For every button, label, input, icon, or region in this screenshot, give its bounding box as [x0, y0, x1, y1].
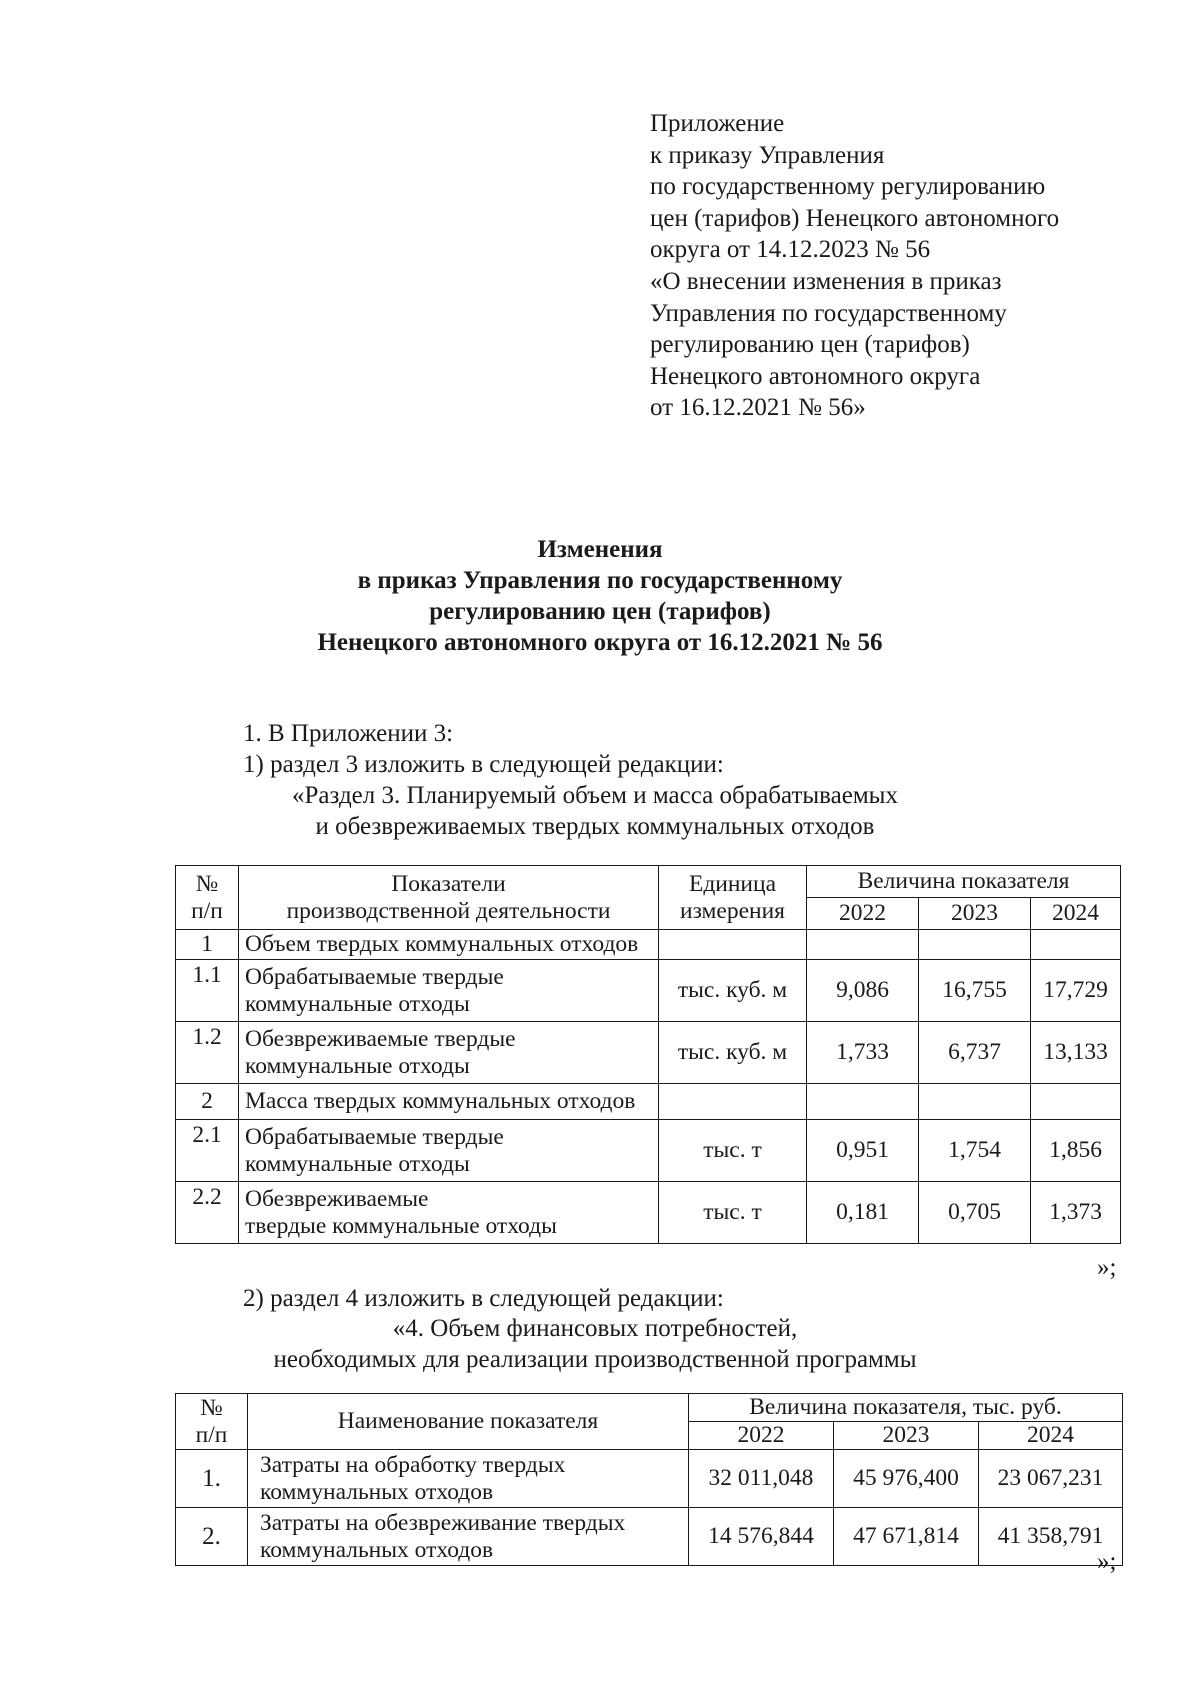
- header-name: Наименование показателя: [248, 1394, 689, 1450]
- appendix-line: Приложение: [650, 110, 785, 137]
- caption-line: «Раздел 3. Планируемый объем и масса обрабатываемых: [292, 782, 898, 809]
- section4-table: [175, 1393, 1123, 1566]
- appendix-line: Ненецкого автономного округа: [650, 362, 981, 390]
- header-value-group: Величина показателя: [807, 866, 1121, 898]
- document-title: [0, 534, 1200, 658]
- row-name: Затраты на обработку твердых коммунальных отходов: [248, 1450, 689, 1508]
- header-year: 2022: [807, 898, 919, 930]
- caption-line: и обезвреживаемых твердых коммунальных отходов: [315, 813, 875, 840]
- table-row: 1. Затраты на обработку твердых коммунальных отходов 32 011,048 45 976,400 23 067,231: [176, 1450, 1123, 1508]
- title-line: в приказ Управления по государственному: [357, 567, 843, 594]
- table-row: 1.1 Обрабатываемые твердые коммунальные отходы тыс. куб. м 9,086 16,755 17,729: [176, 960, 1121, 1022]
- header-year: 2024: [1031, 898, 1121, 930]
- paragraph-3: 2) раздел 4 изложить в следующей редакции:: [243, 1285, 724, 1312]
- header-value-group: Величина показателя, тыс. руб.: [689, 1394, 1123, 1422]
- appendix-line: регулированию цен (тарифов): [650, 331, 970, 359]
- appendix-line: «О внесении изменения в приказ: [650, 267, 1002, 295]
- row-name: Обрабатываемые твердые коммунальные отходы: [239, 960, 659, 1022]
- header-year: 2023: [834, 1422, 979, 1450]
- appendix-line: округа от 14.12.2023 № 56: [650, 236, 931, 264]
- title-line: Изменения: [537, 536, 663, 563]
- title-line: Ненецкого автономного округа от 16.12.2021 № 56: [317, 629, 883, 656]
- title-line: регулированию цен (тарифов): [429, 598, 771, 625]
- row-name: Обезвреживаемые твердые коммунальные отходы: [239, 1022, 659, 1084]
- table2-closing-quote: »;: [1097, 1548, 1117, 1575]
- appendix-line: по государственному регулированию: [650, 173, 1046, 201]
- header-year: 2023: [919, 898, 1031, 930]
- section3-table: [175, 865, 1121, 1244]
- table-header-row: [176, 1394, 1123, 1422]
- appendix-header: [650, 108, 1170, 424]
- header-num: № п/п: [176, 1394, 248, 1450]
- appendix-line: цен (тарифов) Ненецкого автономного: [650, 204, 1060, 232]
- table-row: 1 Объем твердых коммунальных отходов: [176, 930, 1121, 960]
- table1-closing-quote: »;: [1097, 1254, 1117, 1281]
- caption-line: «4. Объем финансовых потребностей,: [392, 1315, 798, 1342]
- table-row: 2.1 Обрабатываемые твердые коммунальные отходы тыс. т 0,951 1,754 1,856: [176, 1120, 1121, 1182]
- appendix-line: Управления по государственному: [650, 299, 1007, 327]
- table-row: 2 Масса твердых коммунальных отходов: [176, 1084, 1121, 1120]
- row-name: Обрабатываемые твердые коммунальные отходы: [239, 1120, 659, 1182]
- appendix-line: к приказу Управления: [650, 141, 885, 169]
- header-indicator: Показатели производственной деятельности: [239, 866, 659, 930]
- header-unit: Единица измерения: [659, 866, 807, 930]
- header-num: № п/п: [176, 866, 239, 930]
- table-row: 2. Затраты на обезвреживание твердых коммунальных отходов 14 576,844 47 671,814 41 358,791: [176, 1508, 1123, 1566]
- paragraph-2: 1) раздел 3 изложить в следующей редакции:: [243, 751, 724, 778]
- header-year: 2022: [689, 1422, 834, 1450]
- table-header-row: [176, 866, 1121, 898]
- section4-caption: [0, 1313, 1190, 1375]
- section3-caption: [0, 780, 1190, 842]
- caption-line: необходимых для реализации производственной программы: [273, 1346, 917, 1373]
- row-name: Обезвреживаемые твердые коммунальные отходы: [239, 1182, 659, 1244]
- appendix-line: от 16.12.2021 № 56»: [650, 394, 866, 422]
- table-row: 1.2 Обезвреживаемые твердые коммунальные отходы тыс. куб. м 1,733 6,737 13,133: [176, 1022, 1121, 1084]
- paragraph-1: 1. В Приложении 3:: [243, 720, 454, 747]
- table-row: 2.2 Обезвреживаемые твердые коммунальные отходы тыс. т 0,181 0,705 1,373: [176, 1182, 1121, 1244]
- row-name: Затраты на обезвреживание твердых коммунальных отходов: [248, 1508, 689, 1566]
- header-year: 2024: [979, 1422, 1123, 1450]
